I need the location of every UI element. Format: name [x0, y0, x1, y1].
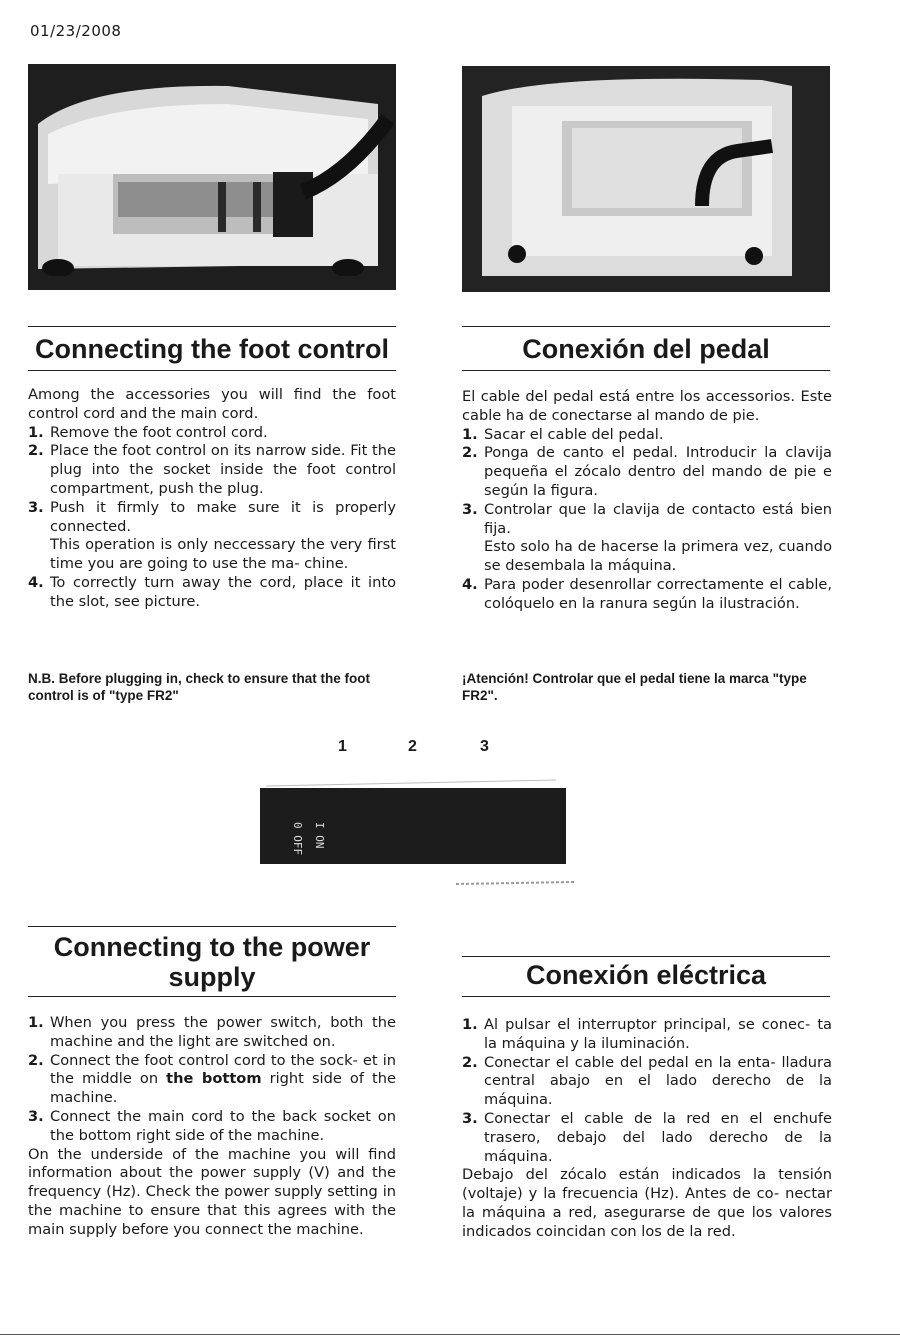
list-item: 3. Push it firmly to make sure it is properly connected. This operation is only neccessary the very first time you are going to use the ma- chine.	[28, 498, 396, 573]
figure-label-3: 3	[480, 738, 489, 755]
heading-power-line-1: Connecting to the power	[53, 932, 371, 962]
en-power-steps	[28, 1014, 396, 1146]
en-foot-note: N.B. Before plugging in, check to ensure that the foot control is of "type FR2"	[28, 671, 371, 703]
list-item: 1. Remove the foot control cord.	[28, 423, 268, 441]
list-item: 1. When you press the power switch, both the machine and the light are switched on.	[28, 1014, 396, 1050]
heading-power-line-2: supply	[168, 962, 256, 992]
heading-conexion-pedal: Conexión del pedal	[522, 334, 770, 364]
es-foot-steps	[462, 426, 832, 614]
en-power-para: On the underside of the machine you will find information about the power supply (V) and the frequency (Hz). Check the power supply setting in the machine to ensure that this agrees with the main supply before you connect the machine.	[28, 1145, 396, 1238]
switch-on-label: I ON	[313, 822, 326, 849]
list-item: 1. Sacar el cable del pedal.	[462, 425, 664, 443]
list-item: 3. Connect the main cord to the back socket on the bottom right side of the machine.	[28, 1107, 396, 1144]
list-item: 2. Conectar el cable del pedal en la enta- lladura central abajo en el lado derecho de la máquina.	[462, 1053, 832, 1109]
heading-connecting-power	[28, 932, 396, 992]
list-item: 2. Connect the foot control cord to the sock- et in the middle on the bottom right side of the machine.	[28, 1051, 396, 1107]
figure-label-1: 1	[338, 738, 347, 755]
en-power-text	[28, 1014, 396, 1240]
en-foot-control-text	[28, 386, 396, 612]
foot-control-socket-illustration	[462, 66, 830, 292]
list-item: 2. Ponga de canto el pedal. Introducir la clavija pequeña el zócalo dentro del mando de pie e según la figura.	[462, 444, 832, 499]
es-foot-note: ¡Atención! Controlar que el pedal tiene la marca "type FR2".	[462, 671, 807, 703]
es-foot-control-text	[462, 388, 832, 614]
figure-label-2: 2	[408, 738, 417, 755]
heading-conexion-electrica: Conexión eléctrica	[525, 960, 767, 990]
power-switch-illustration	[256, 770, 576, 890]
foot-control-illustration	[28, 64, 396, 290]
list-item: 2. Place the foot control on its narrow side. Fit the plug into the socket inside the foot control compartment, push the plug.	[28, 442, 396, 497]
list-item: 3. Controlar que la clavija de contacto está bien fija. Esto solo ha de hacerse la primera vez, cuando se desembala la máquina.	[462, 500, 832, 575]
es-power-steps	[462, 1016, 832, 1166]
heading-connecting-foot-control: Connecting the foot control	[35, 334, 389, 364]
power-switch-figure	[256, 770, 576, 890]
es-power-para: Debajo del zócalo están indicados la tensión (voltaje) y la frecuencia (Hz). Antes de co- nectar la máquina a red, asegurarse de que los valores indicados coincidan con los de la red.	[462, 1166, 832, 1240]
list-item: 4. Para poder desenrollar correctamente el cable, colóquelo en la ranura según la ilustración.	[462, 575, 832, 612]
list-item: 1. Al pulsar el interruptor principal, se conec- ta la máquina y la iluminación.	[462, 1016, 832, 1052]
switch-off-label: 0 OFF	[291, 822, 304, 856]
es-power-text	[462, 1016, 832, 1242]
page-date: 01/23/2008	[30, 22, 122, 40]
foot-control-photo-right	[462, 66, 830, 292]
en-foot-intro: Among the accessories you will find the foot control cord and the main cord.	[28, 386, 396, 422]
list-item: 3. Conectar el cable de la red en el enchufe trasero, debajo del lado derecho de la máquina.	[462, 1109, 832, 1165]
en-foot-steps	[28, 424, 396, 612]
es-foot-intro: El cable del pedal está entre los accessorios. Este cable ha de conectarse al mando de pie.	[462, 388, 832, 424]
list-item: 4. To correctly turn away the cord, place it into the slot, see picture.	[28, 573, 396, 610]
foot-control-photo-left	[28, 64, 396, 290]
